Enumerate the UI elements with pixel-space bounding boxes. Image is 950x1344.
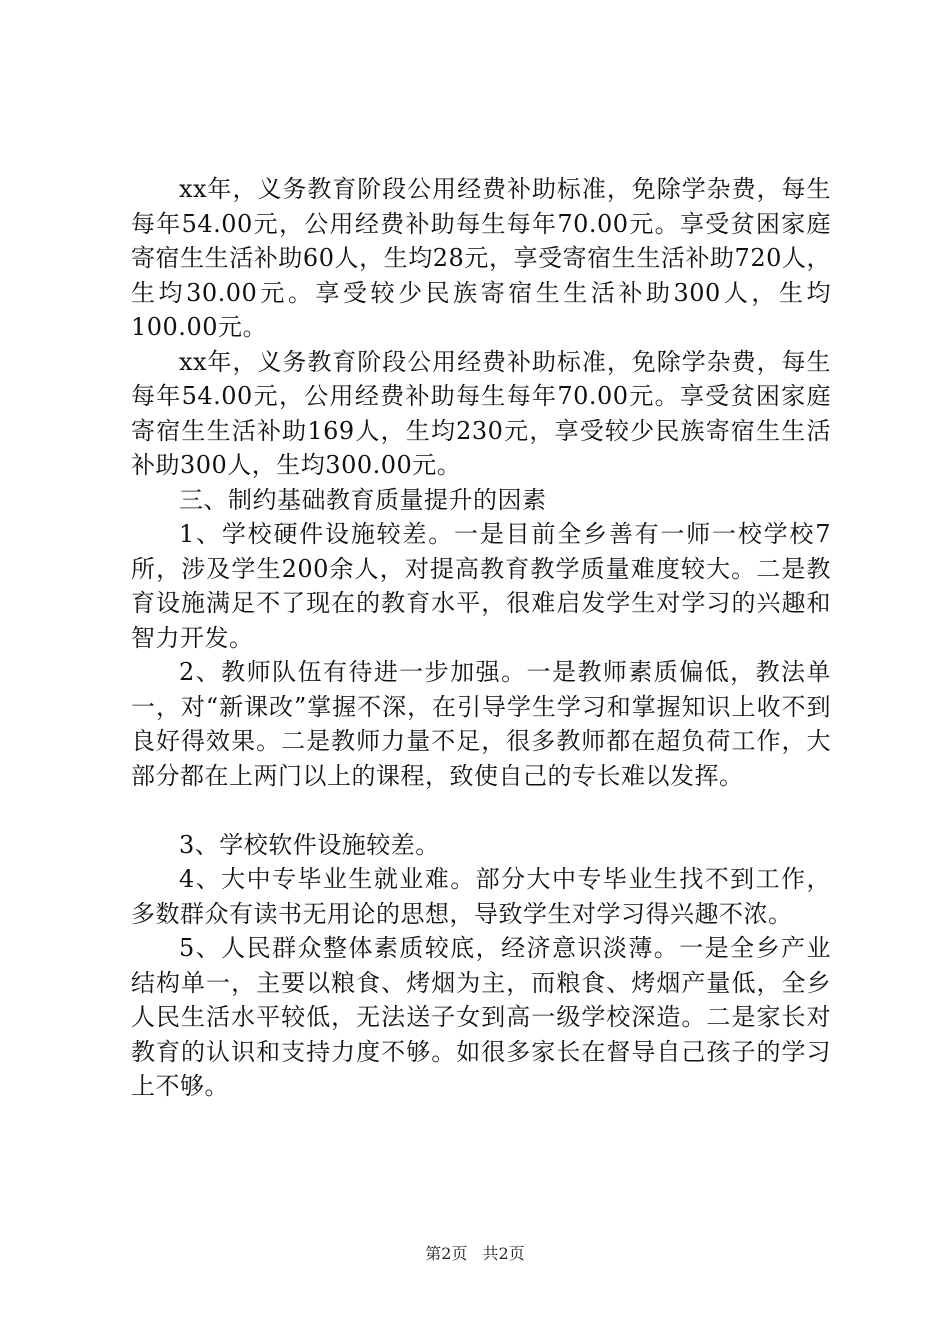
document-body	[131, 172, 831, 1104]
page-number-total: 共2页	[482, 1244, 525, 1263]
page-footer	[0, 1244, 950, 1264]
paragraph-factor-3: 3、学校软件设施较差。	[179, 830, 440, 859]
paragraph-funding-standard-2: xx年，义务教育阶段公用经费补助标准，免除学杂费，每生每年54.00元，公用经费补助每生每年70.00元。享受贫困家庭寄宿生生活补助169人，生均230元，享受较少民族寄宿生生活补助300人，生均300.00元。	[131, 347, 831, 479]
paragraph-factor-5: 5、人民群众整体素质较底，经济意识淡薄。一是全乡产业结构单一，主要以粮食、烤烟为主，而粮食、烤烟产量低，全乡人民生活水平较低，无法送子女到高一级学校深造。二是家长对教育的认识和支持力度不够。如很多家长在督导自己孩子的学习上不够。	[131, 934, 831, 1100]
paragraph-funding-standard-1: xx年，义务教育阶段公用经费补助标准，免除学杂费，每生每年54.00元，公用经费补助每生每年70.00元。享受贫困家庭寄宿生生活补助60人，生均28元，享受寄宿生生活补助720人，生均30.00元。享受较少民族寄宿生生活补助300人，生均100.00元。	[131, 175, 831, 341]
section-heading: 三、制约基础教育质量提升的因素	[179, 485, 547, 514]
paragraph-factor-4: 4、大中专毕业生就业难。部分大中专毕业生找不到工作，多数群众有读书无用论的思想，导致学生对学习得兴趣不浓。	[131, 865, 831, 928]
paragraph-factor-1: 1、学校硬件设施较差。一是目前全乡善有一师一校学校7所，涉及学生200余人，对提高教育教学质量难度较大。二是教育设施满足不了现在的教育水平，很难启发学生对学习的兴趣和智力开发。	[131, 520, 831, 652]
blank-line	[131, 793, 831, 828]
page-number-current: 第2页	[425, 1244, 468, 1263]
paragraph-factor-2: 2、教师队伍有待进一步加强。一是教师素质偏低，教法单一，对“新课改”掌握不深，在引导学生学习和掌握知识上收不到良好得效果。二是教师力量不足，很多教师都在超负荷工作，大部分都在上两门以上的课程，致使自己的专长难以发挥。	[131, 658, 831, 790]
